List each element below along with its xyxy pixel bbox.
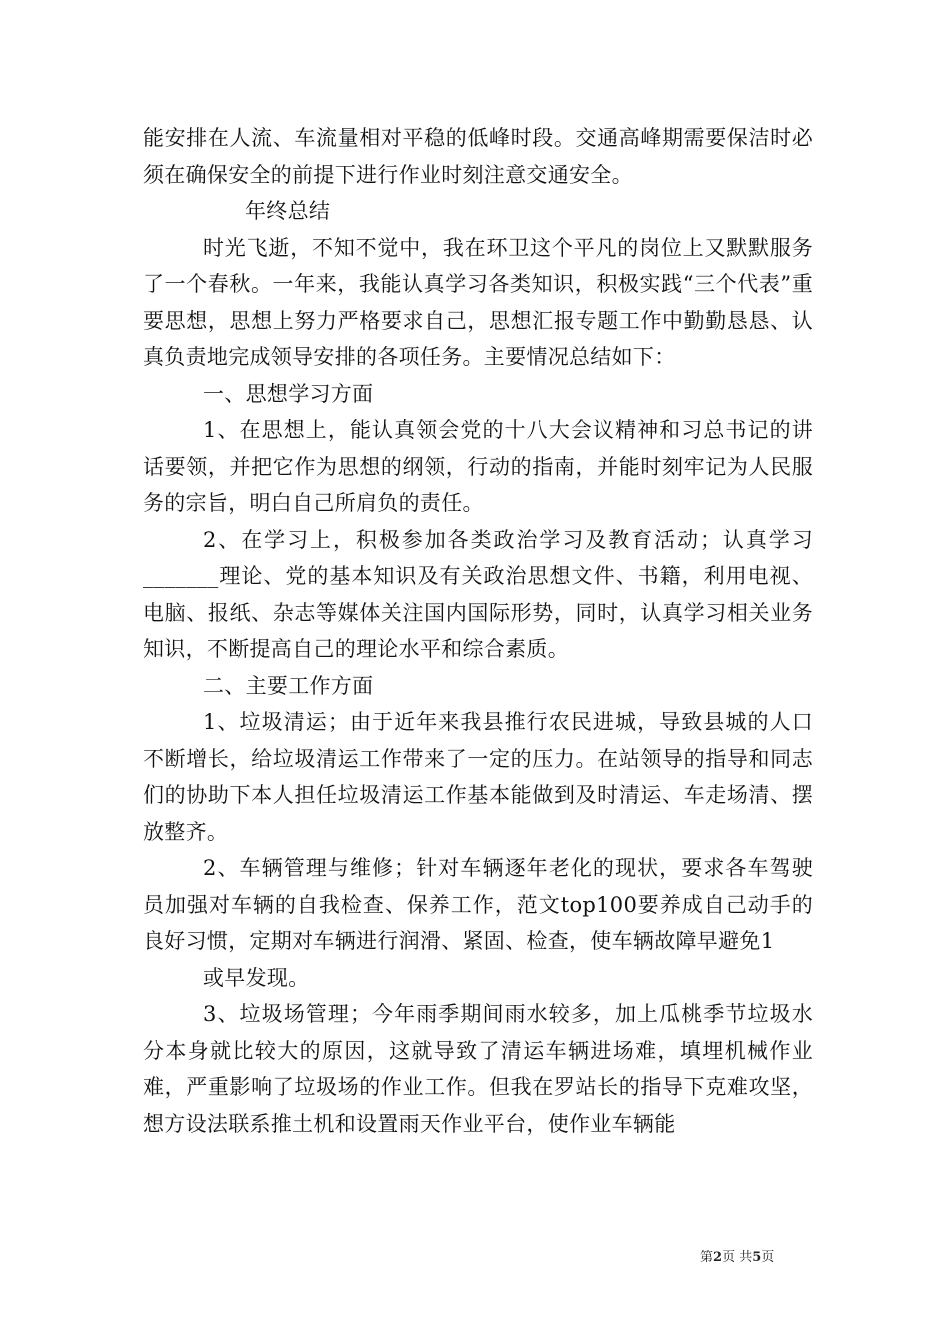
heading-ideology-study: 一、思想学习方面 — [203, 381, 374, 406]
footer-suffix: 页 — [761, 1250, 775, 1265]
paragraph-garbage-collection: 1、垃圾清运；由于近年来我县推行农民进城，导致县城的人口不断增长，给垃圾清运工作带来了一定的压力。在站领导的指导和同志们的协助下本人担任垃圾清运工作基本能做到及时清运、车走场清、摆放整齐。 — [143, 710, 813, 844]
footer-prefix: 第 — [700, 1250, 714, 1265]
paragraph-continuation: 能安排在人流、车流量相对平稳的低峰时段。交通高峰期需要保洁时必须在确保安全的前提下进行作业时刻注意交通安全。 — [143, 126, 813, 187]
footer-total-pages: 5 — [752, 1250, 762, 1265]
paragraph-intro: 时光飞逝，不知不觉中，我在环卫这个平凡的岗位上又默默服务了一个春秋。一年来，我能认真学习各类知识，积极实践“三个代表”重要思想，思想上努力严格要求自己，思想汇报专题工作中勤勤恳恳、认真负责地完成领导安排的各项任务。主要情况总结如下： — [143, 235, 813, 369]
heading-main-work: 二、主要工作方面 — [203, 673, 374, 698]
paragraph-ideology: 1、在思想上，能认真领会党的十八大会议精神和习总书记的讲话要领，并把它作为思想的纲领，行动的指南，并能时刻牢记为人民服务的宗旨，明白自己所肩负的责任。 — [143, 418, 813, 515]
paragraph-landfill-management: 3、垃圾场管理；今年雨季期间雨水较多，加上瓜桃季节垃圾水分本身就比较大的原因，这就导致了清运车辆进场难，填埋机械作业难，严重影响了垃圾场的作业工作。但我在罗站长的指导下克难攻坚，想方设法联系推土机和设置雨天作业平台，使作业车辆能 — [143, 1002, 813, 1136]
paragraph-vehicle-management-cont: 或早发现。 — [203, 965, 310, 990]
document-body — [143, 120, 813, 1142]
footer-current-page: 2 — [713, 1250, 723, 1265]
footer-middle: 页 共 — [722, 1250, 753, 1265]
paragraph-study: 2、在学习上，积极参加各类政治学习及教育活动；认真学习_______理论、党的基本知识及有关政治思想文件、书籍，利用电视、电脑、报纸、杂志等媒体关注国内国际形势，同时，认真学习相关业务知识，不断提高自己的理论水平和综合素质。 — [143, 527, 813, 661]
section-title: 年终总结 — [245, 199, 331, 223]
paragraph-vehicle-management: 2、车辆管理与维修；针对车辆逐年老化的现状，要求各车驾驶员加强对车辆的自我检查、保养工作，范文top100要养成自己动手的良好习惯，定期对车辆进行润滑、紧固、检查，使车辆故障早避免1 — [143, 856, 813, 953]
page-number-footer — [700, 1246, 820, 1265]
